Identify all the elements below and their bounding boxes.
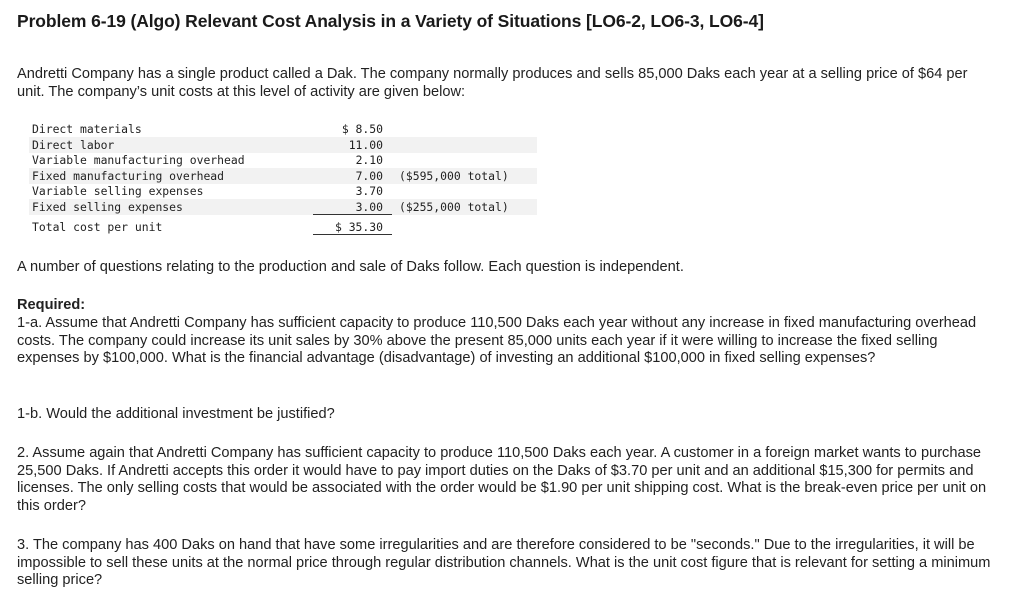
cost-row-fixed-manufacturing-overhead — [29, 168, 537, 184]
cost-label: Direct labor — [32, 138, 115, 152]
total-amount: $ 35.30 — [334, 220, 383, 234]
question-1a: 1-a. Assume that Andretti Company has sufficient capacity to produce 110,500 Daks each year without any increase in fixed manufacturing overhead costs. The company could increase its unit sales by 30% above the present 85,000 units each year if it were willing to increase the fixed selling expenses by $100,000. What is the financial advantage (disadvantage) of investing an additional $100,000 in fixed selling expenses? — [17, 315, 977, 366]
required-heading: Required: — [17, 297, 86, 313]
cost-amount: 3.00 — [355, 200, 383, 214]
cost-amount: 2.10 — [355, 153, 383, 167]
question-3: 3. The company has 400 Daks on hand that have some irregularities and are therefore considered to be "seconds." Due to the irregularities, it will be impossible to sell these units at the normal price through regular distribution channels. What is the unit cost figure that is relevant for setting a minimum selling price? — [17, 537, 991, 588]
cost-amount: 3.70 — [355, 184, 383, 198]
question-1b: 1-b. Would the additional investment be justified? — [17, 406, 335, 422]
cost-label: Fixed selling expenses — [32, 200, 183, 214]
cost-row-variable-manufacturing-overhead — [29, 152, 537, 168]
cost-row-direct-materials — [29, 121, 537, 137]
question-2: 2. Assume again that Andretti Company has sufficient capacity to produce 110,500 Daks each year. A customer in a foreign market wants to purchase 25,500 Daks. If Andretti accepts this order it would have to pay import duties on the Daks of $3.70 per unit and an additional $15,300 for permits and licenses. The only selling costs that would be associated with the order would be $1.90 per unit shipping cost. What is the break-even price per unit on this order? — [17, 445, 987, 514]
total-rule — [313, 234, 392, 235]
cost-amount: 7.00 — [355, 169, 383, 183]
problem-title: Problem 6-19 (Algo) Relevant Cost Analysis in a Variety of Situations [LO6-2, LO6-3, LO6-4] — [17, 11, 764, 31]
cost-label: Variable selling expenses — [32, 184, 204, 198]
cost-row-variable-selling-expenses — [29, 183, 537, 199]
cost-amount: 11.00 — [348, 138, 383, 152]
cost-row-direct-labor — [29, 137, 537, 153]
cost-label: Fixed manufacturing overhead — [32, 169, 225, 183]
subtotal-rule — [313, 214, 392, 215]
intro-paragraph: Andretti Company has a single product called a Dak. The company normally produces and sells 85,000 Daks each year at a selling price of $64 per unit. The company’s unit costs at this level of activity are given below: — [17, 66, 968, 100]
independence-note: A number of questions relating to the production and sale of Daks follow. Each question is independent. — [17, 259, 684, 275]
cost-total-note: ($595,000 total) — [399, 169, 509, 183]
cost-row-total — [29, 219, 399, 235]
cost-label: Direct materials — [32, 122, 142, 136]
total-label: Total cost per unit — [32, 220, 163, 234]
cost-row-fixed-selling-expenses — [29, 199, 537, 215]
cost-label: Variable manufacturing overhead — [32, 153, 245, 167]
cost-total-note: ($255,000 total) — [399, 200, 509, 214]
cost-amount: $ 8.50 — [341, 122, 383, 136]
